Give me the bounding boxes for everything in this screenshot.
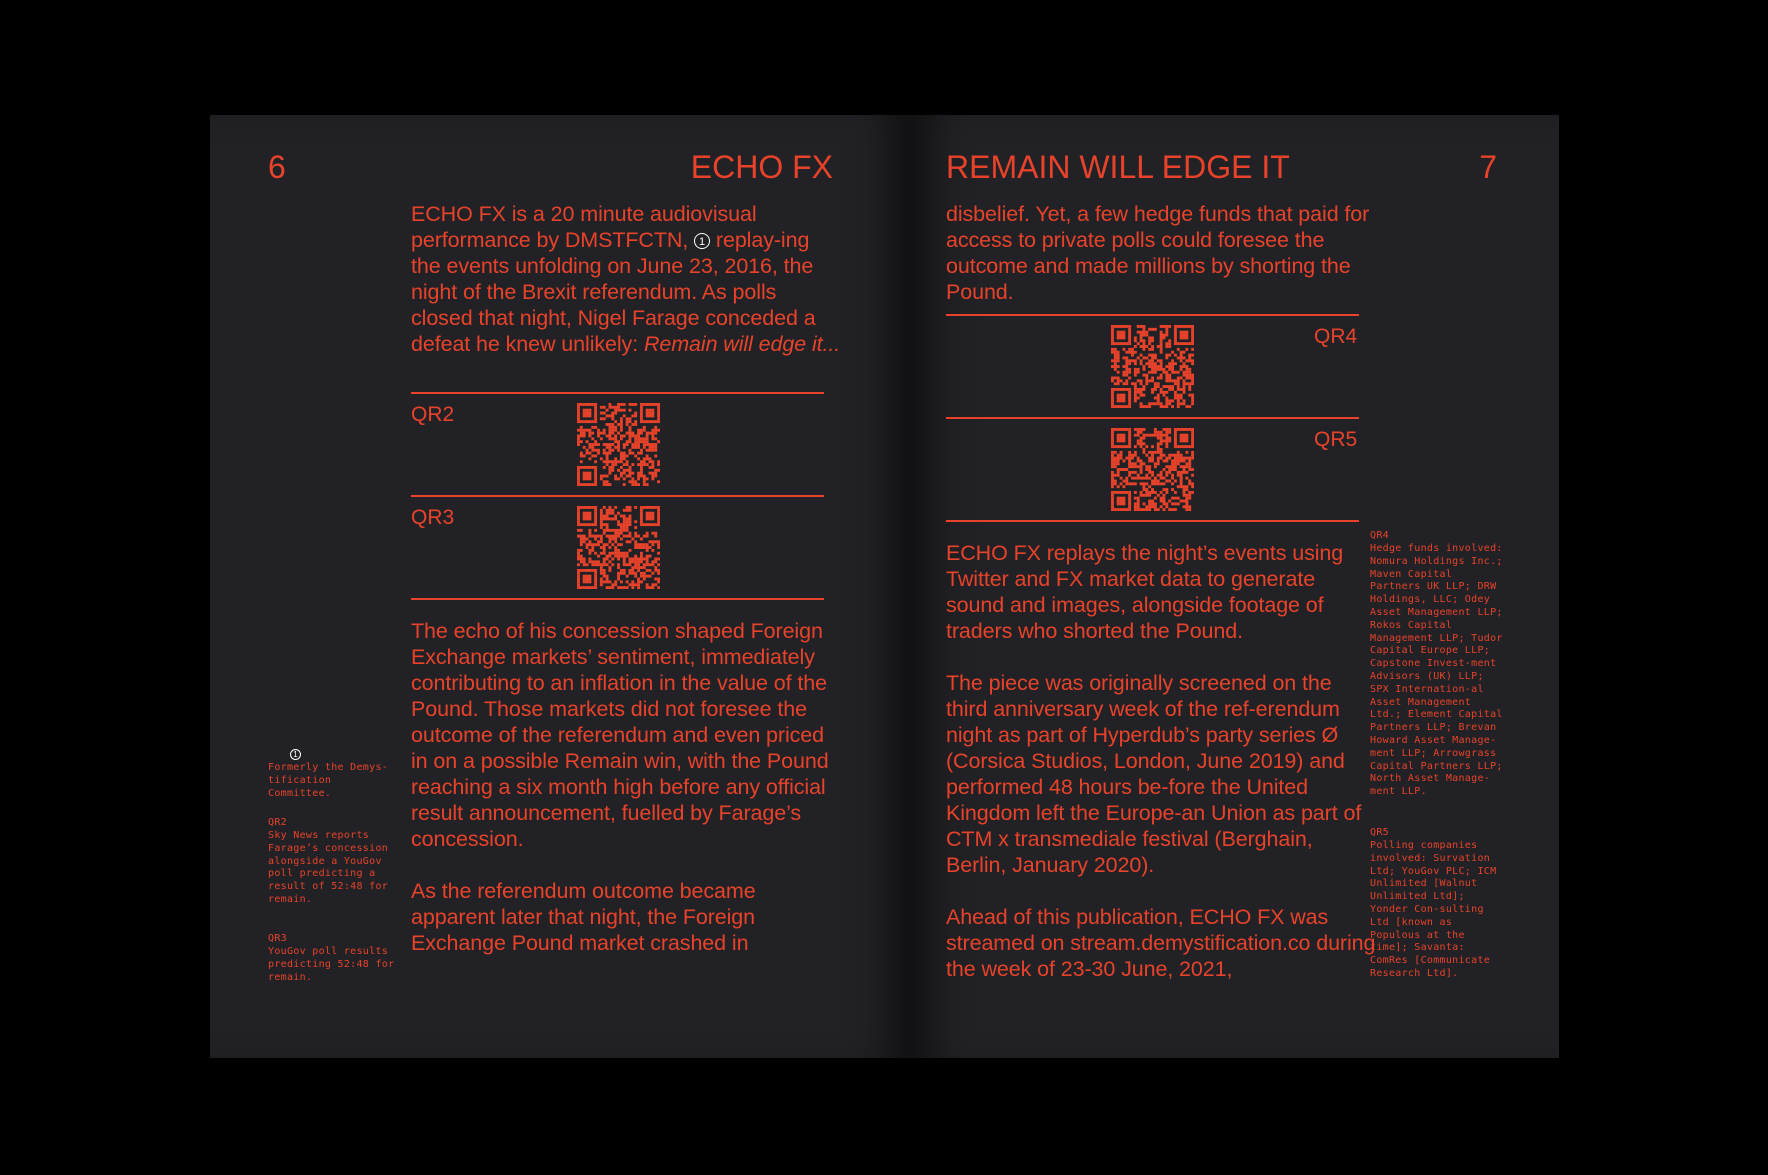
- body-paragraph: The echo of his concession shaped Foreign Exchange markets’ sentiment, immediately contributing to an inflation in the value of the Pound. Those markets did not foresee the outcome of the referendum and even priced in on a possible Remain win, with the Pound reaching a six month high before any official result announcement, fuelled by Farage’s concession.: [411, 619, 829, 851]
- body-paragraph: Ahead of this publication, ECHO FX was streamed on stream.demystification.co during the week of 23-30 June, 2021,: [946, 905, 1376, 981]
- intro-paragraph: [411, 201, 841, 357]
- margin-note-qr3: [268, 928, 398, 984]
- divider-rule: [411, 598, 824, 600]
- qr-label-qr2: QR2: [411, 403, 455, 426]
- qr-label-qr5: QR5: [1314, 428, 1358, 451]
- intro-quote: Remain will edge it...: [643, 332, 841, 356]
- left-page: [210, 115, 910, 1058]
- margin-note-label: QR2: [268, 817, 287, 828]
- running-header: ECHO FX: [690, 149, 833, 185]
- continued-text: disbelief. Yet, a few hedge funds that paid for access to private polls could foresee the outcome and made millions by shorting the Pound.: [946, 202, 1370, 304]
- margin-note-text: Polling companies involved: Survation Ltd; YouGov PLC; ICM Unlimited [Walnut Unlimited Ltd]; Yonder Con-sulting Ltd [known as Populous at the time]; Savanta: ComRes [Communicate Research Ltd].: [1370, 840, 1497, 979]
- margin-note-label: QR3: [268, 933, 287, 944]
- margin-note-text: Sky News reports Farage’s concession alongside a YouGov poll predicting a result of 52:48 for remain.: [268, 830, 389, 905]
- body-paragraph: As the referendum outcome became apparent later that night, the Foreign Exchange Pound market crashed in: [411, 879, 756, 955]
- right-page: [910, 115, 1559, 1058]
- margin-note-qr4: [1370, 525, 1505, 799]
- margin-note-qr2: [268, 812, 398, 907]
- divider-rule: [946, 417, 1359, 419]
- margin-note-label: QR5: [1370, 827, 1389, 838]
- intro-text-part1: ECHO FX is a 20 minute audiovisual performance by DMSTFCTN,: [411, 202, 757, 252]
- qr-code-qr4[interactable]: [1111, 325, 1194, 408]
- margin-note-label: QR4: [1370, 530, 1389, 541]
- qr-label-qr4: QR4: [1314, 325, 1358, 348]
- divider-rule: [946, 520, 1359, 522]
- qr-code-qr5[interactable]: [1111, 428, 1194, 511]
- margin-note-qr5: [1370, 822, 1505, 981]
- footnote-marker: 1: [290, 749, 301, 760]
- page-number: 7: [1479, 149, 1497, 185]
- footnote-marker: 1: [694, 233, 710, 249]
- divider-rule: [411, 495, 824, 497]
- qr-code-qr2[interactable]: [577, 403, 660, 486]
- qr-label-qr3: QR3: [411, 506, 455, 529]
- divider-rule: [411, 392, 824, 394]
- main-text: [946, 540, 1376, 1008]
- divider-rule: [946, 314, 1359, 316]
- body-paragraph: ECHO FX replays the night’s events using Twitter and FX market data to generate sound and images, alongside footage of traders who shorted the Pound.: [946, 541, 1344, 643]
- running-header: REMAIN WILL EDGE IT: [946, 149, 1290, 185]
- page-number: 6: [268, 149, 286, 185]
- qr-code-qr3[interactable]: [577, 506, 660, 589]
- body-paragraph: The piece was originally screened on the third anniversary week of the ref-erendum night as part of Hyperdub’s party series Ø (Corsica Studios, London, June 2019) and performed 48 hours be-fore the United Kingdom left the Europe-an Union as part of CTM x transmediale festival (Berghain, Berlin, January 2020).: [946, 671, 1362, 877]
- margin-note-text: Formerly the Demys-tification Committee.: [268, 762, 389, 799]
- margin-note-text: Hedge funds involved: Nomura Holdings Inc.; Maven Capital Partners UK LLP; DRW Holdings, LLC; Odey Asset Management LLP; Rokos Capital Management LLP; Tudor Capital Europe LLP; Capstone Invest-ment Advisors (UK) LLP; SPX Internation-al Asset Management Ltd.; Element Capital Partners LLP; Brevan Howard Asset Manage-ment LLP; Arrowgrass Capital Partners LLP; North Asset Manage-ment LLP.: [1370, 543, 1503, 798]
- intro-text-part2: replay-ing the events unfolding on June 23, 2016, the night of the Brexit referendum. As polls closed that night, Nigel Farage conceded a defeat he knew unlikely:: [411, 228, 816, 356]
- margin-note-footnote: [268, 744, 398, 800]
- main-text: [411, 618, 841, 982]
- margin-note-text: YouGov poll results predicting 52:48 for remain.: [268, 946, 395, 983]
